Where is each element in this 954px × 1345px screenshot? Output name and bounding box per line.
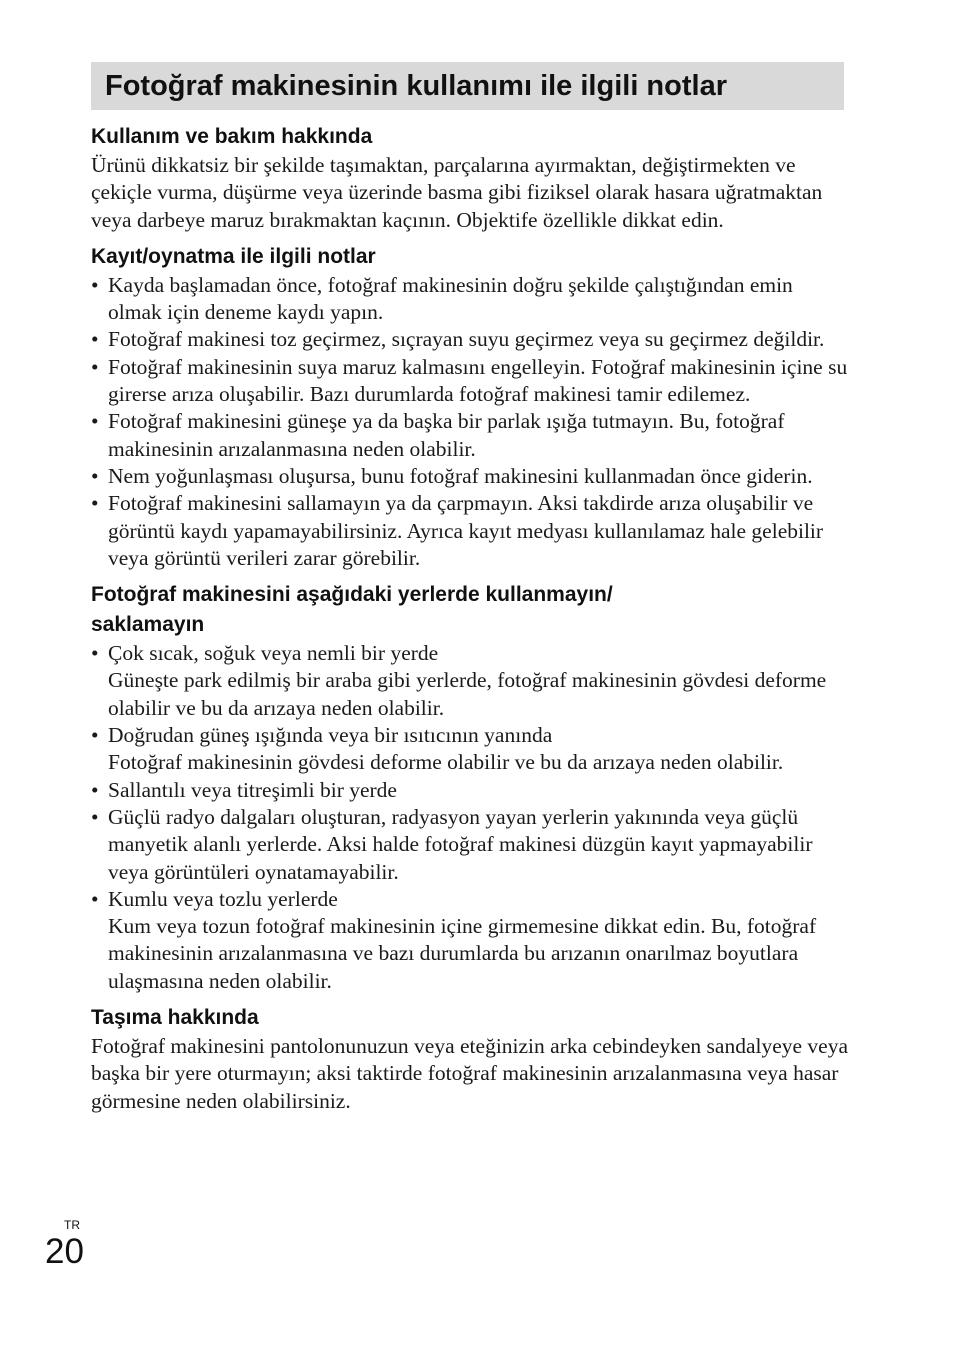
list-item-text: Doğrudan güneş ışığında veya bir ısıtıcının yanında [108, 723, 553, 748]
bullet-icon: • [91, 272, 99, 297]
bullet-icon: • [91, 641, 99, 666]
bullet-icon: • [91, 777, 99, 802]
section-heading: Taşıma hakkında [91, 1006, 259, 1030]
bullet-icon: • [91, 327, 99, 352]
bullet-list [91, 272, 851, 572]
section-recording-notes [91, 242, 851, 572]
list-item-detail: Fotoğraf makinesinin gövdesi deforme olabilir ve bu da arızaya neden olabilir. [108, 750, 784, 775]
list-item-text: Fotoğraf makinesini sallamayın ya da çarpmayın. Aksi takdirde arıza oluşabilir ve görüntü kaydı yapamayabilirsiniz. Ayrıca kayıt medyası kullanılamaz hale gelebilir veya görüntü verileri zarar görebilir. [108, 491, 824, 570]
list-item [91, 272, 851, 327]
list-item-text: Fotoğraf makinesinin suya maruz kalmasını engelleyin. Fotoğraf makinesinin içine su girerse arıza oluşabilir. Bazı durumlarda fotoğraf makinesi tamir edilemez. [108, 354, 848, 407]
title-band [91, 62, 844, 110]
bullet-icon: • [91, 409, 99, 434]
list-item [91, 326, 851, 353]
section-heading-line: saklamayın [91, 613, 205, 637]
list-item-text: Çok sıcak, soğuk veya nemli bir yerde [108, 641, 439, 666]
list-item-text: Güçlü radyo dalgaları oluşturan, radyasyon yayan yerlerin yakınında veya güçlü manyetik alanlı yerlerde. Aksi halde fotoğraf makinesi düzgün kayıt yapmayabilir veya görüntüleri oynatamayabilir. [108, 804, 813, 884]
list-item-text: Kayda başlamadan önce, fotoğraf makinesinin doğru şekilde çalıştığından emin olmak için deneme kaydı yapın. [108, 272, 793, 325]
list-item [91, 886, 851, 995]
list-item-text: Nem yoğunlaşması oluşursa, bunu fotoğraf makinesini kullanmadan önce giderin. [108, 463, 813, 488]
section-places-to-avoid [91, 580, 851, 995]
list-item [91, 722, 851, 777]
footer-page-number: 20 [45, 1232, 84, 1271]
section-heading-line: Fotoğraf makinesini aşağıdaki yerlerde kullanmayın/ [91, 583, 613, 607]
list-item [91, 804, 851, 886]
list-item-text: Fotoğraf makinesi toz geçirmez, sıçrayan suyu geçirmez veya su geçirmez değildir. [108, 327, 825, 352]
section-heading: Kayıt/oynatma ile ilgili notlar [91, 244, 376, 268]
bullet-list [91, 640, 851, 995]
bullet-icon: • [91, 804, 99, 829]
section-usage-care [91, 122, 851, 234]
list-item [91, 490, 851, 572]
section-heading: Kullanım ve bakım hakkında [91, 125, 373, 148]
bullet-icon: • [91, 463, 99, 488]
bullet-icon: • [91, 491, 99, 516]
bullet-icon: • [91, 354, 99, 379]
section-paragraph: Fotoğraf makinesini pantolonunuzun veya eteğinizin arka cebindeyken sandalyeye veya başka bir yere oturmayın; aksi taktirde fotoğraf makinesinin arızalanmasına veya hasar görmesine neden olabilirsiniz. [91, 1034, 849, 1113]
list-item [91, 354, 851, 409]
list-item-text: Kumlu veya tozlu yerlerde [108, 886, 338, 911]
list-item [91, 463, 851, 490]
list-item-detail: Güneşte park edilmiş bir araba gibi yerlerde, fotoğraf makinesinin gövdesi deforme olabilir ve bu da arızaya neden olabilir. [108, 668, 827, 720]
section-carrying [91, 1003, 851, 1115]
bullet-icon: • [91, 723, 99, 748]
content [91, 122, 851, 1115]
list-item-text: Fotoğraf makinesini güneşe ya da başka bir parlak ışığa tutmayın. Bu, fotoğraf makinesinin arızalanmasına neden olabilir. [108, 409, 785, 461]
list-item-detail: Kum veya tozun fotoğraf makinesinin içine girmemesine dikkat edin. Bu, fotoğraf makinesinin arızalanmasına ve bazı durumlarda bu arızanın onarılmaz boyutlara ulaşmasına neden olabilir. [108, 914, 817, 993]
list-item [91, 640, 851, 722]
section-paragraph: Ürünü dikkatsiz bir şekilde taşımaktan, parçalarına ayırmaktan, değiştirmekten ve çekiçle vurma, düşürme veya üzerinde basma gibi fiziksel olarak hasara uğratmaktan veya darbeye maruz bırakmaktan kaçının. Objektife özellikle dikkat edin. [91, 153, 823, 232]
bullet-icon: • [91, 886, 99, 911]
list-item [91, 777, 851, 804]
list-item [91, 408, 851, 463]
page-title: Fotoğraf makinesinin kullanımı ile ilgili notlar [105, 70, 727, 102]
section-heading [91, 580, 851, 640]
list-item-text: Sallantılı veya titreşimli bir yerde [108, 777, 397, 802]
footer-language-code: TR [64, 1218, 80, 1232]
